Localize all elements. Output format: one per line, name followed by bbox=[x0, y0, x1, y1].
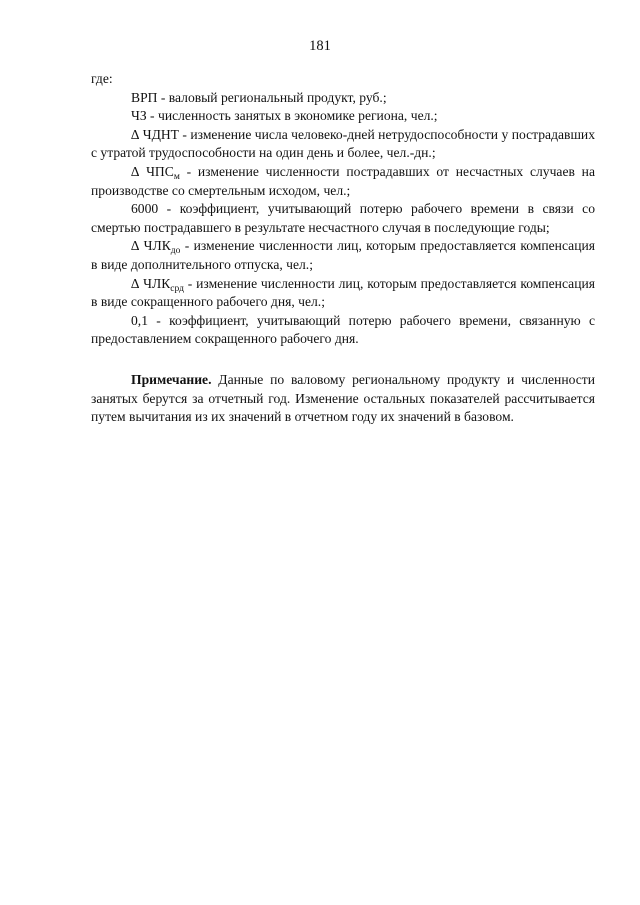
definition-text: - валовый региональный продукт, руб.; bbox=[157, 89, 387, 105]
definition-item bbox=[91, 200, 595, 237]
page-number: 181 bbox=[309, 38, 331, 54]
note-label: Примечание. bbox=[131, 371, 212, 387]
definition-text: - изменение численности лиц, которым предоставляется компенсация в виде сокращенного рабочего дня, чел.; bbox=[91, 275, 595, 310]
definition-item bbox=[91, 312, 595, 349]
definition-text: - численность занятых в экономике региона, чел.; bbox=[146, 108, 438, 124]
definition-text: - изменение числа человеко-дней нетрудоспособности у пострадавших с утратой трудоспособности на один день и более, чел.-дн.; bbox=[91, 126, 595, 161]
definition-symbol: ∆ ЧЛК bbox=[131, 275, 171, 291]
definition-symbol: ∆ ЧПС bbox=[131, 163, 174, 179]
definition-symbol: ВРП bbox=[131, 89, 158, 105]
definition-subscript: срд bbox=[170, 283, 184, 294]
note-paragraph bbox=[91, 371, 595, 427]
definition-item bbox=[91, 275, 595, 312]
intro-text: где: bbox=[91, 71, 113, 86]
definition-item bbox=[91, 107, 595, 126]
definition-item bbox=[91, 89, 595, 108]
definition-symbol: ЧЗ bbox=[131, 108, 147, 124]
definition-item bbox=[91, 126, 595, 163]
definition-symbol: ∆ ЧДНТ bbox=[131, 126, 179, 142]
definition-text: - коэффициент, учитывающий потерю рабочего времени в связи со смертью пострадавшего в результате несчастного случая в последующие годы; bbox=[91, 201, 595, 235]
definition-text: - коэффициент, учитывающий потерю рабочего времени, связанную с предоставлением сокращенного рабочего дня. bbox=[91, 312, 595, 347]
definition-symbol: 0,1 bbox=[131, 312, 148, 328]
definition-subscript: до bbox=[170, 246, 181, 257]
note-text: Данные по валовому региональному продукту и численности занятых берутся за отчетный год. Изменение остальных показателей рассчитывается путем вычитания из их значений в отчетном году их значений в базовом. bbox=[91, 371, 595, 425]
definition-subscript: м bbox=[173, 171, 180, 182]
definition-text: - изменение численности лиц, которым предоставляется компенсация в виде дополнительного отпуска, чел.; bbox=[91, 238, 595, 272]
definition-text: - изменение численности пострадавших от несчастных случаев на производстве со смертельным исходом, чел.; bbox=[91, 163, 595, 198]
definition-item bbox=[91, 237, 595, 274]
definition-symbol: ∆ ЧЛК bbox=[131, 238, 171, 254]
definition-symbol: 6000 bbox=[131, 201, 159, 217]
page-content bbox=[91, 70, 595, 427]
definition-item bbox=[91, 163, 595, 200]
